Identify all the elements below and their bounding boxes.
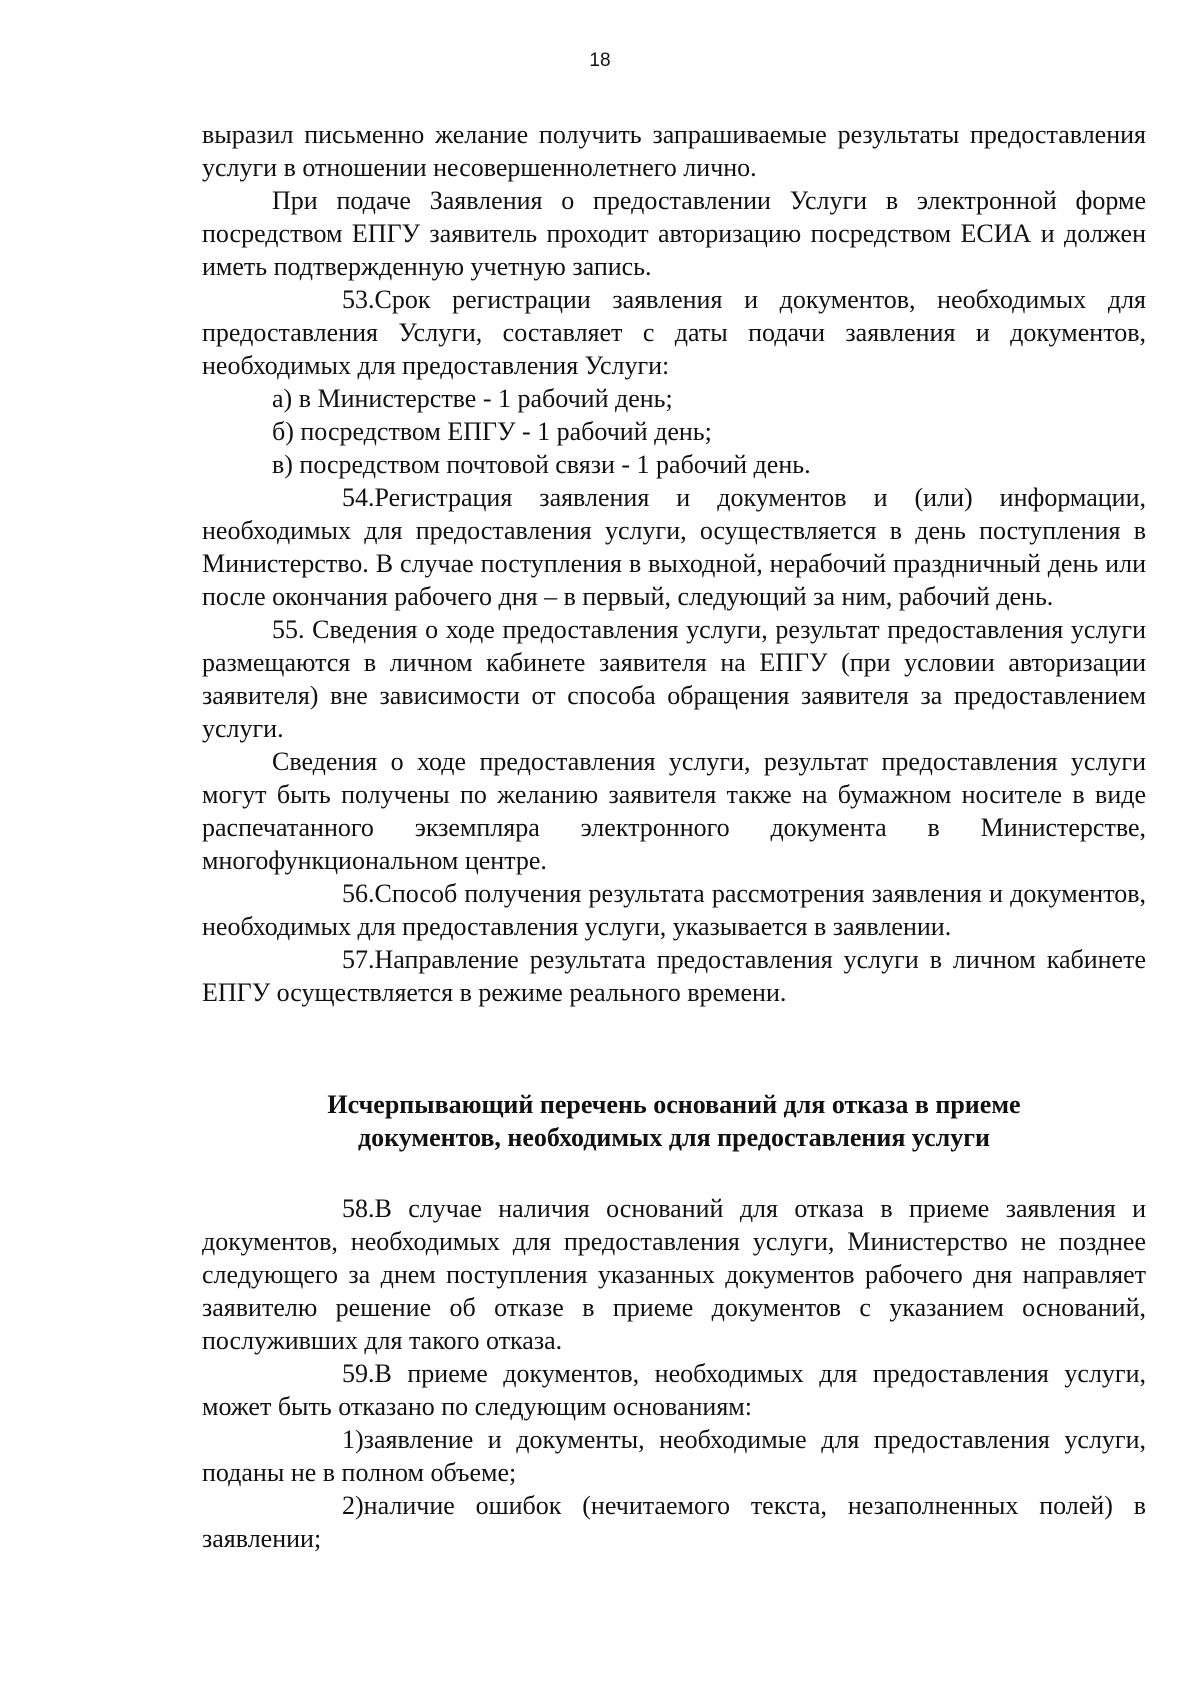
section-heading-line-2: документов, необходимых для предоставления услуги <box>357 1123 991 1152</box>
list-item-text: наличие ошибок (нечитаемого текста, незаполненных полей) в заявлении; <box>202 1491 1146 1553</box>
paragraph-number: 59. <box>342 1359 375 1388</box>
page-number: 18 <box>589 50 611 71</box>
section-heading-line-1: Исчерпывающий перечень оснований для отказа в приеме <box>327 1090 1021 1119</box>
paragraph-number: 57. <box>342 945 375 974</box>
paragraph-text: Регистрация заявления и документов и (или) информации, необходимых для предоставления услуги, осуществляется в день поступления в Министерство. В случае поступления в выходной, нерабочий праздничный день или после окончания рабочего дня – в первый, следующий за ним, рабочий день. <box>202 483 1146 611</box>
paragraph-text: Способ получения результата рассмотрения заявления и документов, необходимых для предоставления услуги, указывается в заявлении. <box>202 879 1146 941</box>
paragraph-58 <box>202 1192 1146 1357</box>
document-body <box>202 118 1146 1555</box>
paragraph-55: 55. Сведения о ходе предоставления услуги, результат предоставления услуги размещаются в личном кабинете заявителя на ЕПГУ (при условии авторизации заявителя) вне зависимости от способа обращения заявителя за предоставлением услуги. <box>202 615 1146 743</box>
list-item-number: 2) <box>342 1491 364 1520</box>
list-item-b: б) посредством ЕПГУ - 1 рабочий день; <box>272 417 712 446</box>
paragraph-continuation: выразил письменно желание получить запрашиваемые результаты предоставления услуги в отношении несовершеннолетнего лично. <box>202 120 1146 182</box>
list-item-a: а) в Министерстве - 1 рабочий день; <box>272 384 673 413</box>
paragraph-number: 53. <box>342 285 375 314</box>
paragraph-55-continued: Сведения о ходе предоставления услуги, результат предоставления услуги могут быть получены по желанию заявителя также на бумажном носителе в виде распечатанного экземпляра электронного документа в Министерстве, многофункциональном центре. <box>202 747 1146 875</box>
paragraph-text: Срок регистрации заявления и документов, необходимых для предоставления Услуги, составляет с даты подачи заявления и документов, необходимых для предоставления Услуги: <box>202 285 1146 380</box>
list-item-2 <box>202 1489 1146 1555</box>
paragraph-text: Направление результата предоставления услуги в личном кабинете ЕПГУ осуществляется в режиме реального времени. <box>202 945 1146 1007</box>
list-item-number: 1) <box>342 1425 364 1454</box>
section-heading <box>202 1088 1146 1154</box>
paragraph-number: 56. <box>342 879 375 908</box>
paragraph-number: 58. <box>342 1194 375 1223</box>
list-item-c: в) посредством почтовой связи - 1 рабочий день. <box>272 450 811 479</box>
list-item-1 <box>202 1423 1146 1489</box>
paragraph-number: 54. <box>342 483 375 512</box>
paragraph-59 <box>202 1357 1146 1423</box>
paragraph-57 <box>202 943 1146 1009</box>
paragraph-text: В случае наличия оснований для отказа в приеме заявления и документов, необходимых для предоставления услуги, Министерство не позднее следующего за днем поступления указанных документов рабочего дня направляет заявителю решение об отказе в приеме документов с указанием оснований, послуживших для такого отказа. <box>202 1194 1146 1355</box>
list-item-text: заявление и документы, необходимые для предоставления услуги, поданы не в полном объеме; <box>202 1425 1146 1487</box>
paragraph-56 <box>202 877 1146 943</box>
paragraph-epgu-authorization: При подаче Заявления о предоставлении Услуги в электронной форме посредством ЕПГУ заявитель проходит авторизацию посредством ЕСИА и должен иметь подтвержденную учетную запись. <box>202 186 1146 281</box>
paragraph-54 <box>202 481 1146 613</box>
paragraph-text: В приеме документов, необходимых для предоставления услуги, может быть отказано по следующим основаниям: <box>202 1359 1146 1421</box>
paragraph-53 <box>202 283 1146 382</box>
